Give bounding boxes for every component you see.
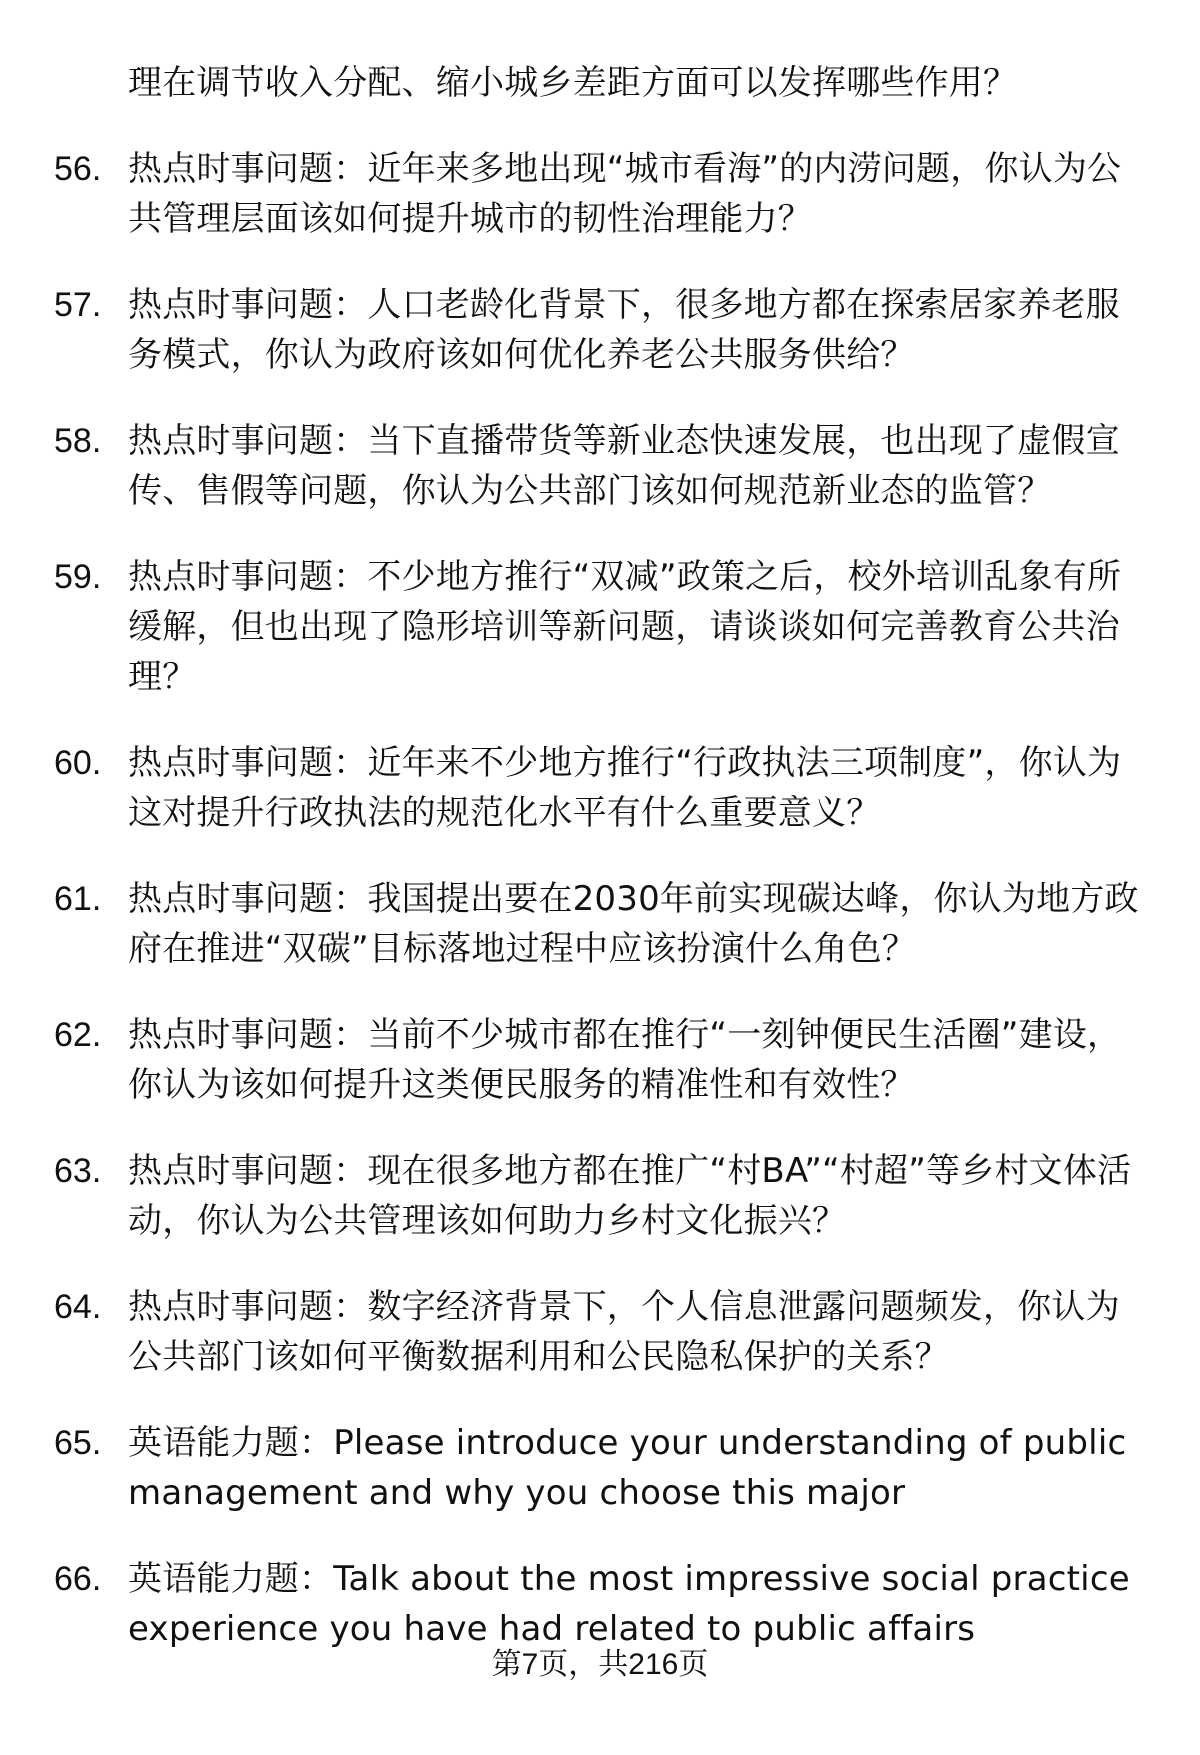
question-text: 热点时事问题：人口老龄化背景下，很多地方都在探索居家养老服务模式，你认为政府该如何优化养老公共服务供给？ xyxy=(128,285,1120,375)
question-text: 热点时事问题：现在很多地方都在推广“村BA”“村超”等乡村文体活动，你认为公共管理该如何助力乡村文化振兴？ xyxy=(128,1151,1132,1241)
question-text: 英语能力题：Please introduce your understanding of public management and why you choose this major xyxy=(128,1423,1127,1513)
question-text: 热点时事问题：近年来不少地方推行“行政执法三项制度”，你认为这对提升行政执法的规范化水平有什么重要意义？ xyxy=(128,743,1122,833)
question-text: 热点时事问题：不少地方推行“双减”政策之后，校外培训乱象有所缓解，但也出现了隐形培训等新问题，请谈谈如何完善教育公共治理？ xyxy=(128,557,1122,697)
question-text: 热点时事问题：数字经济背景下，个人信息泄露问题频发，你认为公共部门该如何平衡数据利用和公民隐私保护的关系？ xyxy=(128,1287,1120,1377)
question-number: 64. xyxy=(54,1288,102,1326)
question-number: 66. xyxy=(54,1560,102,1598)
question-item-56 xyxy=(54,144,1144,244)
question-item-57 xyxy=(54,280,1144,380)
question-item-62 xyxy=(54,1010,1144,1110)
question-item-61 xyxy=(54,874,1144,974)
question-item-66 xyxy=(54,1554,1144,1654)
question-text: 热点时事问题：近年来多地出现“城市看海”的内涝问题，你认为公共管理层面该如何提升城市的韧性治理能力？ xyxy=(128,149,1122,239)
question-number: 60. xyxy=(54,744,102,782)
question-number: 65. xyxy=(54,1424,102,1462)
page-number: 第7页，共216页 xyxy=(491,1648,709,1681)
question-number: 56. xyxy=(54,150,102,188)
question-text: 热点时事问题：我国提出要在2030年前实现碳达峰，你认为地方政府在推进“双碳”目标落地过程中应该扮演什么角色？ xyxy=(128,879,1139,969)
continued-question-text: 理在调节收入分配、缩小城乡差距方面可以发挥哪些作用？ xyxy=(128,63,1018,103)
question-number: 57. xyxy=(54,286,102,324)
question-text: 热点时事问题：当下直播带货等新业态快速发展，也出现了虚假宣传、售假等问题，你认为公共部门该如何规范新业态的监管？ xyxy=(128,421,1120,511)
question-number: 61. xyxy=(54,880,102,918)
question-number: 63. xyxy=(54,1152,102,1190)
question-list xyxy=(54,58,1144,1690)
question-item-60 xyxy=(54,738,1144,838)
question-item-65 xyxy=(54,1418,1144,1518)
question-item-59 xyxy=(54,552,1144,702)
question-text: 英语能力题：Talk about the most impressive social practice experience you have had related to public affairs xyxy=(128,1559,1130,1649)
question-number: 58. xyxy=(54,422,102,460)
question-number: 59. xyxy=(54,558,102,596)
question-number: 62. xyxy=(54,1016,102,1054)
question-item-63 xyxy=(54,1146,1144,1246)
question-item-58 xyxy=(54,416,1144,516)
question-text: 热点时事问题：当前不少城市都在推行“一刻钟便民生活圈”建设，你认为该如何提升这类便民服务的精准性和有效性？ xyxy=(128,1015,1122,1105)
question-item-64 xyxy=(54,1282,1144,1382)
